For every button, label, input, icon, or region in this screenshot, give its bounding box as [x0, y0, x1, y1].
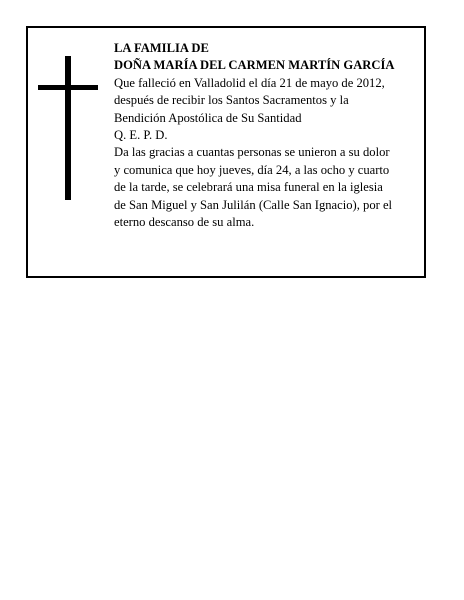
notice-line: Bendición Apostólica de Su Santidad — [114, 110, 302, 125]
notice-line: Da las gracias a cuantas personas se unieron a su dolor — [114, 145, 390, 160]
qepd-line: Q. E. P. D. — [114, 128, 168, 143]
obituary-notice — [26, 26, 426, 278]
cross-vertical-bar — [65, 56, 71, 200]
notice-line: de San Miguel y San Julilán (Calle San Ignacio), por el — [114, 197, 393, 212]
notice-line: y comunica que hoy jueves, día 24, a las ocho y cuarto — [114, 162, 390, 177]
deceased-name: DOÑA MARÍA DEL CARMEN MARTÍN GARCÍA — [114, 58, 395, 73]
cross-horizontal-bar — [38, 85, 98, 90]
latin-cross-icon — [38, 56, 98, 200]
notice-line: Que falleció en Valladolid el día 21 de mayo de 2012, — [114, 75, 385, 90]
family-heading: LA FAMILIA DE — [114, 41, 209, 55]
notice-line: después de recibir los Santos Sacramentos y la — [114, 93, 349, 108]
notice-line: de la tarde, se celebrará una misa funeral en la iglesia — [114, 180, 383, 195]
notice-line: eterno descanso de su alma. — [114, 215, 255, 230]
notice-text — [114, 40, 424, 231]
